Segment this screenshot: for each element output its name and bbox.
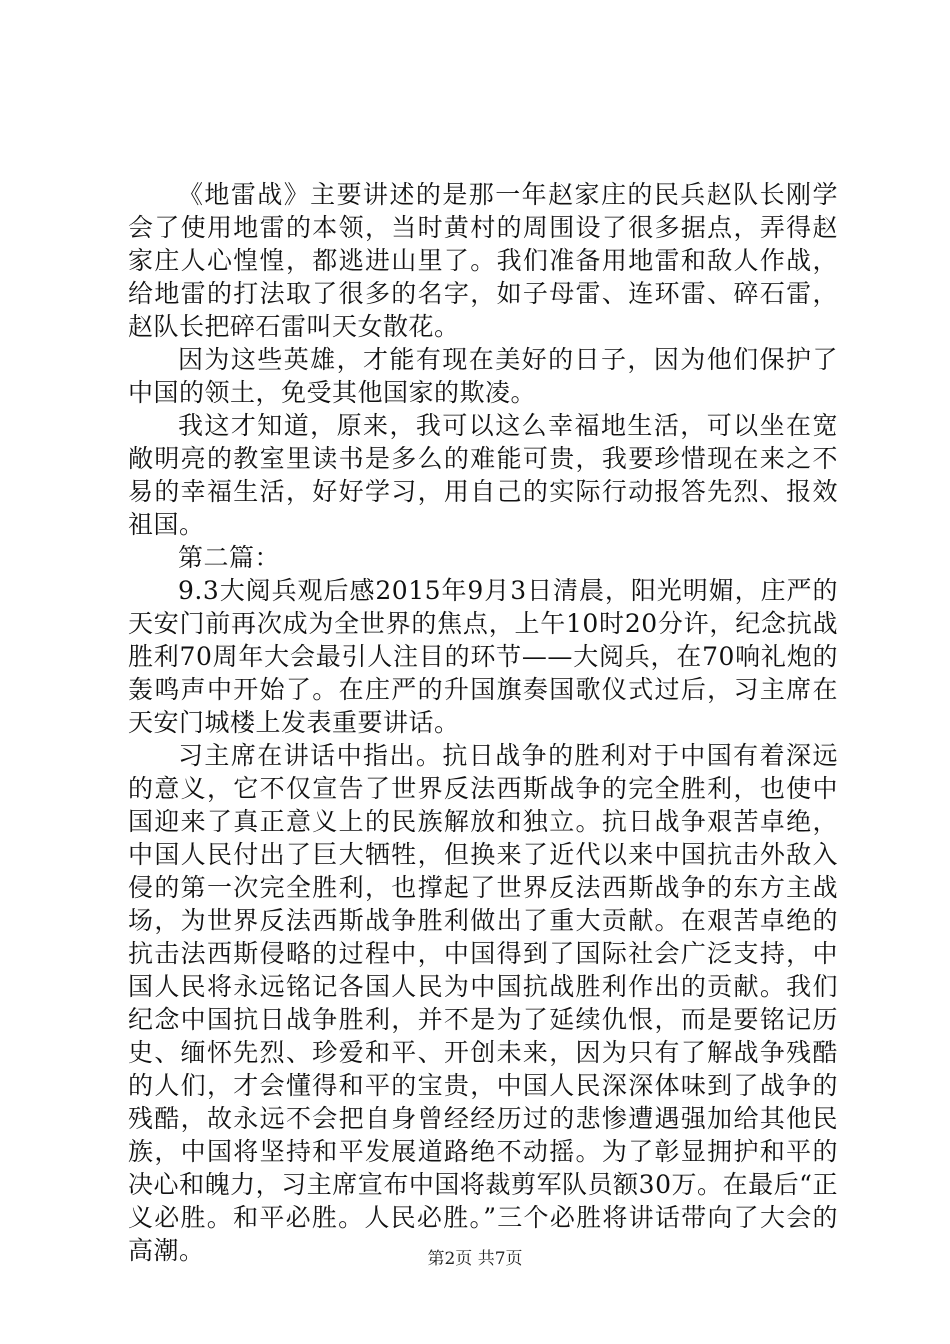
paragraph-3: 我这才知道，原来，我可以这么幸福地生活，可以坐在宽敞明亮的教室里读书是多么的难能可贵，我要珍惜现在来之不易的幸福生活，好好学习，用自己的实际行动报答先烈、报效祖国。 xyxy=(128,411,838,539)
paragraph-5: 习主席在讲话中指出。抗日战争的胜利对于中国有着深远的意义，它不仅宣告了世界反法西斯战争的完全胜利，也使中国迎来了真正意义上的民族解放和独立。抗日战争艰苦卓绝，中国人民付出了巨大牺牲，但换来了近代以来中国抗击外敌入侵的第一次完全胜利，也撑起了世界反法西斯战争的东方主战场，为世界反法西斯战争胜利做出了重大贡献。在艰苦卓绝的抗击法西斯侵略的过程中，中国得到了国际社会广泛支持，中国人民将永远铭记各国人民为中国抗战胜利作出的贡献。我们纪念中国抗日战争胜利，并不是为了延续仇恨，而是要铭记历史、缅怀先烈、珍爱和平、开创未来，因为只有了解战争残酷的人们，才会懂得和平的宝贵，中国人民深深体味到了战争的残酷，故永远不会把自身曾经经历过的悲惨遭遇强加给其他民族，中国将坚持和平发展道路绝不动摇。为了彰显拥护和平的决心和魄力，习主席宣布中国将裁剪军队员额30万。在最后“正义必胜。和平必胜。人民必胜。”三个必胜将讲话带向了大会的高潮。 xyxy=(128,741,838,1265)
page-footer: 第2页 共7页 xyxy=(427,1249,523,1269)
document-body xyxy=(128,178,838,1267)
paragraph-4: 9.3大阅兵观后感2015年9月3日清晨，阳光明媚，庄严的天安门前再次成为全世界的焦点，上午10时20分许，纪念抗战胜利70周年大会最引人注目的环节——大阅兵，在70响礼炮的轰鸣声中开始了。在庄严的升国旗奏国歌仪式过后，习主席在天安门城楼上发表重要讲话。 xyxy=(128,576,838,737)
paragraph-2: 因为这些英雄，才能有现在美好的日子，因为他们保护了中国的领土，免受其他国家的欺凌。 xyxy=(128,345,838,407)
paragraph-1: 《地雷战》主要讲述的是那一年赵家庄的民兵赵队长刚学会了使用地雷的本领，当时黄村的周围设了很多据点，弄得赵家庄人心惶惶，都逃进山里了。我们准备用地雷和敌人作战，给地雷的打法取了很多的名字，如子母雷、连环雷、碎石雷，赵队长把碎石雷叫天女散花。 xyxy=(128,180,838,341)
section-heading: 第二篇： xyxy=(178,543,281,572)
